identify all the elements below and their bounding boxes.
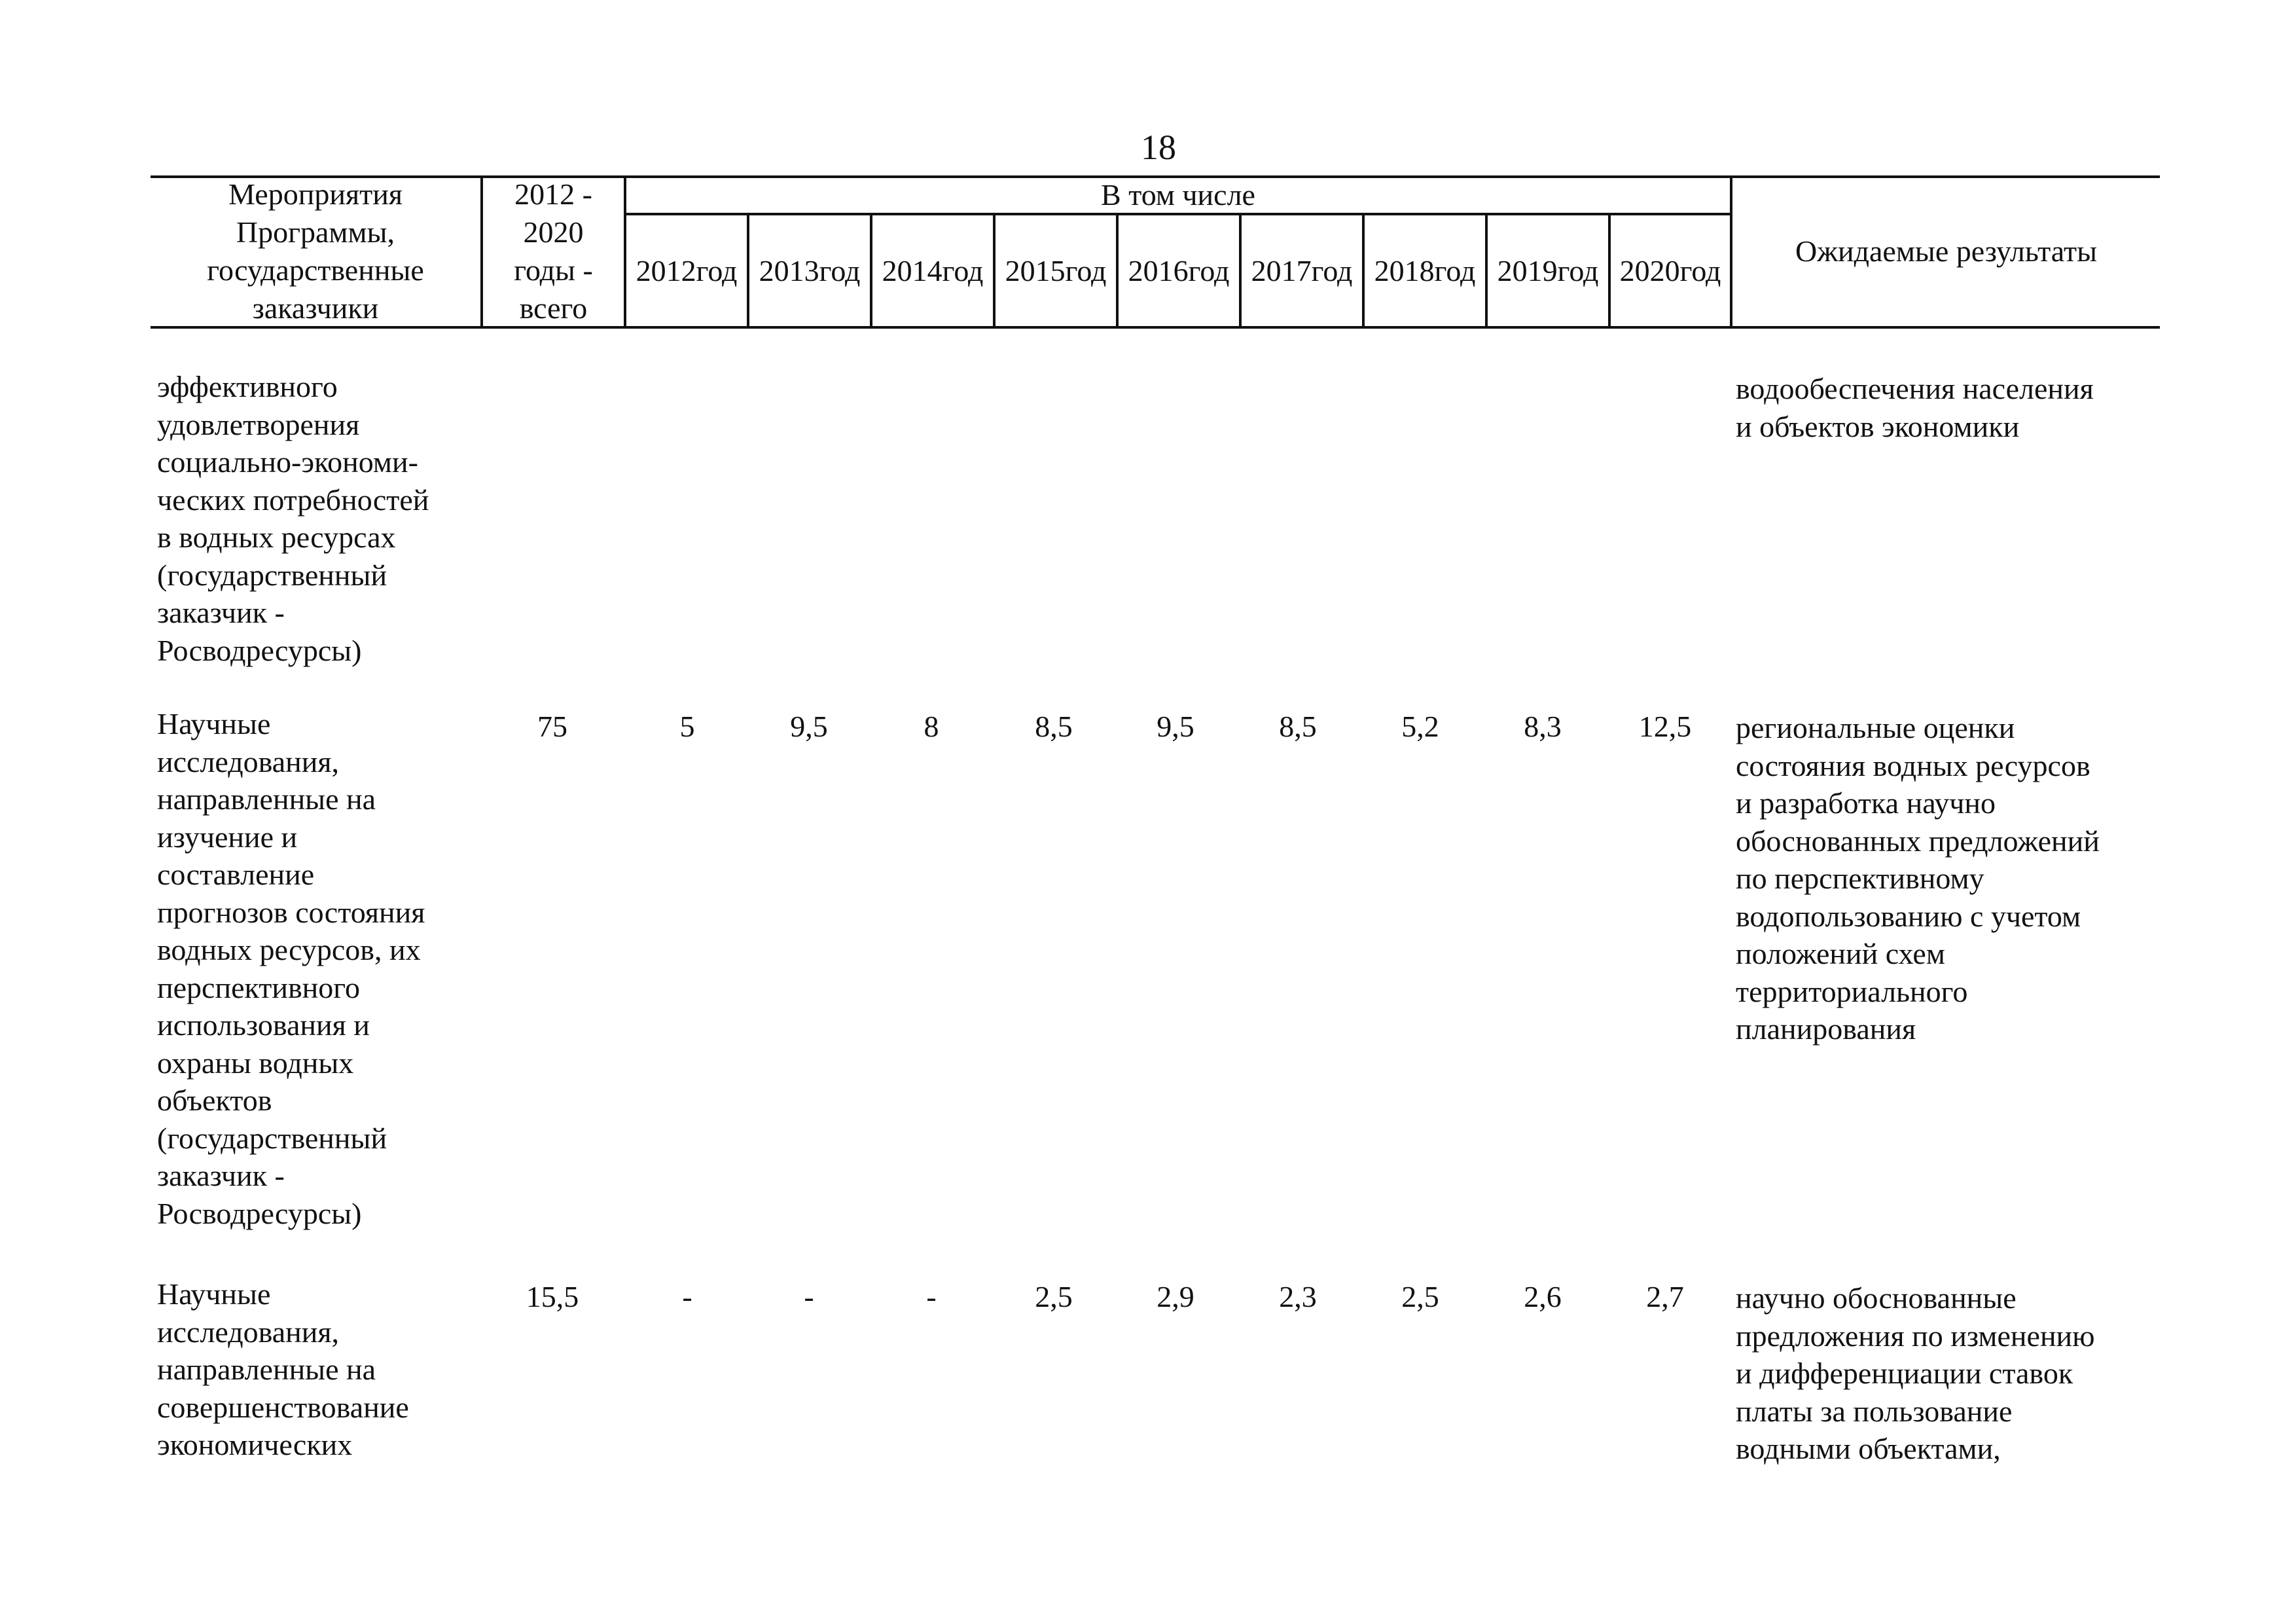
value-2018: 2,5	[1401, 1280, 1439, 1313]
value-2017: 8,5	[1279, 710, 1317, 743]
header-year-2012: 2012 год	[636, 253, 738, 287]
header-year-2019: 2019 год	[1497, 253, 1599, 287]
row-result: региональные оценки состояния водных ресурсов и разработка научно обоснованных предложений по перспективному водопользованию с учетом положений схем территориального планирования	[1736, 711, 2100, 1046]
value-2015: 2,5	[1035, 1280, 1073, 1313]
value-2020: 12,5	[1638, 710, 1692, 743]
value-2012: 5	[679, 710, 695, 743]
header-group-label: В том числе	[1101, 177, 1255, 211]
header-year-2017: 2017 год	[1251, 253, 1353, 287]
value-2017: 2,3	[1279, 1280, 1317, 1313]
header-year-2015: 2015 год	[1005, 253, 1107, 287]
header-year-2014: 2014 год	[882, 253, 984, 287]
row-total: 75	[537, 710, 567, 743]
value-2013: -	[804, 1280, 814, 1313]
value-2014: -	[926, 1280, 937, 1313]
value-2019: 2,6	[1524, 1280, 1562, 1313]
header-results: Ожидаемые результаты	[1795, 234, 2098, 268]
header-total: 2012 - 2020 годы - всего	[514, 177, 593, 325]
header-year-2016: 2016 год	[1128, 253, 1230, 287]
header-bottom-rule	[151, 326, 2160, 329]
row-activity: Научные исследования, направленные на совершенствование экономических	[157, 1277, 409, 1461]
value-2018: 5,2	[1401, 710, 1439, 743]
row-result: водообеспечения населения и объектов экономики	[1736, 372, 2094, 443]
value-2012: -	[682, 1280, 692, 1313]
row-total: 15,5	[526, 1280, 579, 1313]
header-year-2020: 2020 год	[1619, 253, 1721, 287]
row-result: научно обоснованные предложения по изменению и дифференциации ставок платы за пользование водными объектами,	[1736, 1281, 2095, 1465]
header-year-2018: 2018 год	[1374, 253, 1476, 287]
row-activity: Научные исследования, направленные на изучение и составление прогнозов состояния водных ресурсов, их перспективного использования и охраны водных объектов (государственный заказчик - Росводресурсы)	[157, 707, 425, 1230]
value-2016: 9,5	[1157, 710, 1194, 743]
page-number: 18	[1141, 128, 1176, 167]
header-year-2013: 2013 год	[759, 253, 861, 287]
value-2014: 8	[924, 710, 939, 743]
header-activities: Мероприятия Программы, государственные заказчики	[207, 177, 424, 325]
value-2020: 2,7	[1646, 1280, 1684, 1313]
value-2016: 2,9	[1157, 1280, 1194, 1313]
row-activity: эффективного удовлетворения социально-экономи- ческих потребностей в водных ресурсах (государственный заказчик - Росводресурсы)	[157, 370, 429, 667]
value-2019: 8,3	[1524, 710, 1562, 743]
value-2013: 9,5	[790, 710, 828, 743]
value-2015: 8,5	[1035, 710, 1073, 743]
